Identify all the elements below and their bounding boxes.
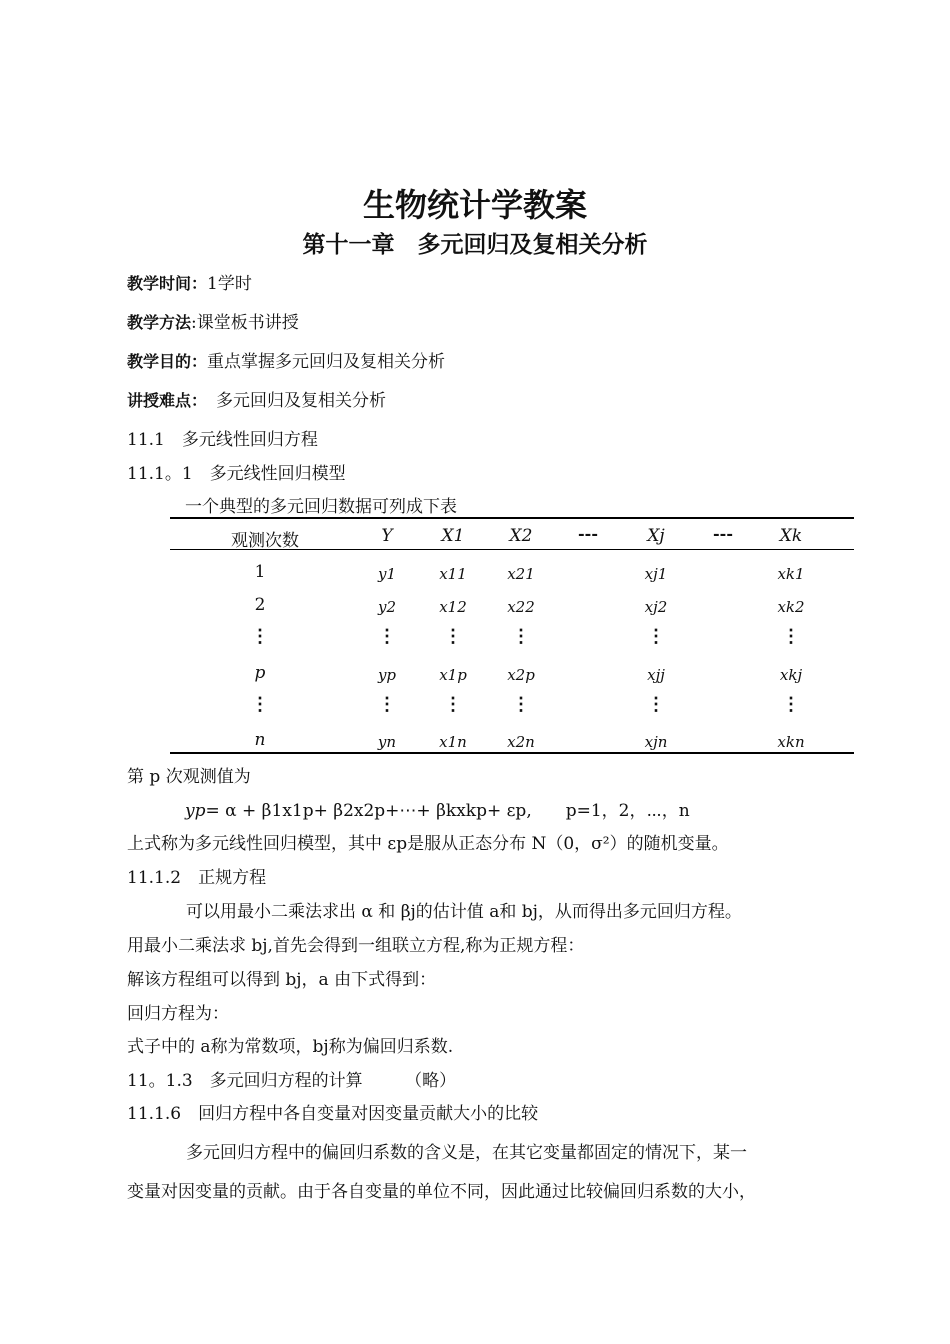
- subsection-heading: 11.1.6 回归方程中各自变量对因变量贡献大小的比较: [127, 1104, 539, 1124]
- table-cell: xkn: [777, 733, 805, 751]
- table-cell: 2: [254, 595, 266, 615]
- table-cell: 1: [254, 562, 266, 582]
- table-cell: xj1: [644, 565, 668, 583]
- table-cell: ⋮: [647, 626, 665, 647]
- table-cell: y2: [377, 598, 397, 616]
- meta-label: 讲授难点：: [127, 391, 200, 410]
- table-cell: x11: [439, 565, 467, 583]
- paragraph: 解该方程组可以得到 bj，a 由下式得到：: [127, 970, 437, 990]
- table-cell: ⋮: [378, 694, 396, 715]
- table-cell: ⋮: [378, 626, 396, 647]
- paragraph: 式子中的 a称为常数项，bj称为偏回归系数.: [127, 1037, 454, 1057]
- meta-teaching-method: [127, 308, 299, 333]
- meta-value: :课堂板书讲授: [191, 313, 299, 333]
- model-note: 上式称为多元线性回归模型，其中 εp是服从正态分布 N（0，σ²）的随机变量。: [127, 834, 729, 854]
- table-cell: n: [254, 730, 266, 750]
- paragraph: 多元回归方程中的偏回归系数的含义是，在其它变量都固定的情况下，某一: [186, 1143, 747, 1163]
- table-cell: xk1: [777, 565, 805, 583]
- table-cell: y1: [377, 565, 397, 583]
- subsection-heading: 11。1.3 多元回归方程的计算 （略）: [127, 1071, 457, 1091]
- table-cell: ⋮: [512, 694, 530, 715]
- table-cell: ⋮: [251, 694, 269, 715]
- paragraph: 可以用最小二乘法求出 α 和 βj的估计值 a和 bj，从而得出多元回归方程。: [186, 902, 742, 922]
- table-cell: ⋮: [647, 694, 665, 715]
- table-cell: ⋮: [444, 626, 462, 647]
- meta-label: 教学方法: [127, 313, 192, 332]
- meta-label: 教学目的：: [127, 352, 208, 371]
- table-cell: ⋮: [782, 626, 800, 647]
- table-top-rule: [170, 517, 854, 519]
- table-cell: x21: [507, 565, 535, 583]
- table-cell: ⋮: [512, 626, 530, 647]
- page-title: 生物统计学教案: [362, 186, 587, 224]
- equation-range: p=1，2，⋯，n: [565, 801, 690, 821]
- meta-difficulty: [127, 386, 386, 411]
- table-header-cell: X2: [509, 526, 533, 546]
- table-header-cell: Xk: [779, 526, 803, 546]
- meta-teaching-time: [127, 269, 252, 294]
- table-cell: xjn: [644, 733, 668, 751]
- table-cell: yp: [377, 666, 397, 684]
- table-header-cell: X1: [441, 526, 465, 546]
- table-intro: 一个典型的多元回归数据可列成下表: [185, 497, 457, 517]
- meta-label: 教学时间：: [127, 274, 208, 293]
- table-bottom-rule: [170, 752, 854, 754]
- table-header-cell: ---: [713, 524, 733, 543]
- table-cell: xk2: [777, 598, 805, 616]
- table-header-cell: 观测次数: [231, 531, 299, 551]
- table-header-cell: Y: [381, 526, 393, 546]
- meta-value: 重点掌握多元回归及复相关分析: [207, 352, 446, 372]
- subsection-heading: 11.1.2 正规方程: [127, 868, 267, 888]
- meta-teaching-goal: [127, 347, 445, 372]
- equation-lhs: yp: [185, 801, 206, 821]
- observation-intro: 第 p 次观测值为: [127, 767, 251, 787]
- table-cell: ⋮: [444, 694, 462, 715]
- table-header-cell: ---: [578, 524, 598, 543]
- table-cell: x12: [439, 598, 467, 616]
- meta-value: 多元回归及复相关分析: [199, 391, 387, 411]
- table-cell: x22: [507, 598, 535, 616]
- table-cell: x1p: [439, 666, 467, 684]
- meta-value: 1学时: [207, 274, 252, 294]
- table-cell: xj2: [644, 598, 668, 616]
- paragraph: 用最小二乘法求 bj,首先会得到一组联立方程,称为正规方程：: [127, 936, 585, 956]
- table-cell: yn: [377, 733, 397, 751]
- table-cell: x1n: [439, 733, 467, 751]
- paragraph: 回归方程为：: [127, 1004, 229, 1024]
- paragraph: 变量对因变量的贡献。由于各自变量的单位不同，因此通过比较偏回归系数的大小，: [127, 1182, 756, 1202]
- chapter-title: 第十一章 多元回归及复相关分析: [302, 232, 648, 258]
- subsection-heading: 11.1。1 多元线性回归模型: [127, 464, 346, 484]
- table-cell: p: [254, 663, 266, 683]
- table-cell: xkj: [779, 666, 803, 684]
- table-cell: x2p: [507, 666, 535, 684]
- regression-model-equation: [185, 796, 690, 821]
- equation-body: = α + β1x1p+ β2x2p+⋯+ βkxkp+ εp,: [205, 801, 532, 821]
- table-cell: xjj: [647, 666, 665, 684]
- table-header-cell: Xj: [647, 526, 665, 546]
- table-cell: ⋮: [251, 626, 269, 647]
- section-heading: 11.1 多元线性回归方程: [127, 430, 318, 450]
- table-cell: x2n: [507, 733, 535, 751]
- table-cell: ⋮: [782, 694, 800, 715]
